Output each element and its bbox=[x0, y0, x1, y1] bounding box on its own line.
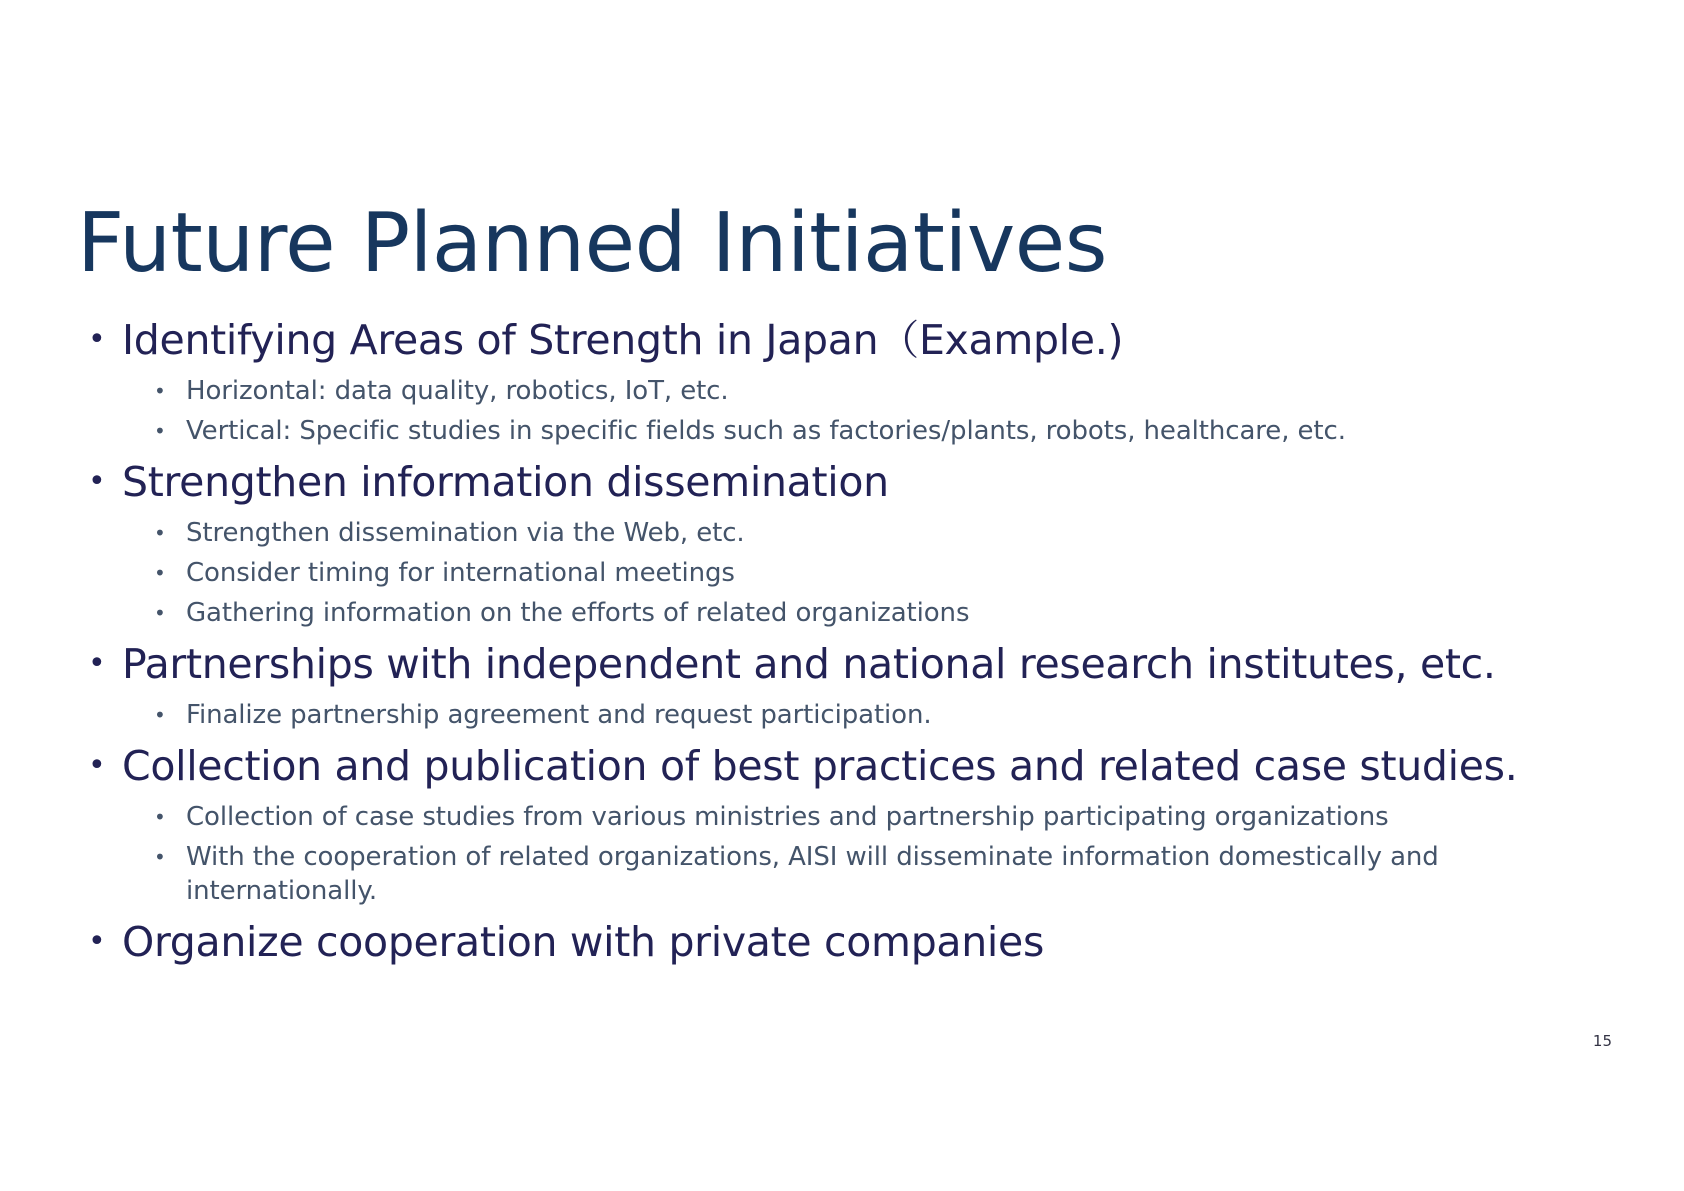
bullet-icon: • bbox=[154, 561, 166, 585]
sub-list-item-text: Horizontal: data quality, robotics, IoT, etc. bbox=[186, 376, 729, 406]
sub-list-item-text: Strengthen dissemination via the Web, etc. bbox=[186, 518, 745, 548]
sub-list-item bbox=[88, 556, 1588, 590]
list-item-label: Identifying Areas of Strength in Japan（Example.) bbox=[122, 316, 1124, 364]
sub-list-item-text: Finalize partnership agreement and request participation. bbox=[186, 700, 932, 730]
sub-list-item bbox=[88, 840, 1588, 908]
list-item bbox=[88, 738, 1588, 908]
list-item bbox=[88, 454, 1588, 630]
sub-list bbox=[88, 800, 1588, 908]
sub-list-item bbox=[88, 374, 1588, 408]
slide-title: Future Planned Initiatives bbox=[77, 196, 1107, 291]
sub-list-item-text: Consider timing for international meetings bbox=[186, 558, 735, 588]
list-item-heading bbox=[88, 914, 1588, 970]
sub-list-item-text: With the cooperation of related organizations, AISI will disseminate information domestically and internationally. bbox=[186, 842, 1439, 906]
sub-list-item-text: Vertical: Specific studies in specific fields such as factories/plants, robots, healthcare, etc. bbox=[186, 416, 1346, 446]
list-item-label: Organize cooperation with private companies bbox=[122, 918, 1045, 966]
list-item bbox=[88, 312, 1588, 448]
sub-list-item bbox=[88, 698, 1588, 732]
sub-list-item-text: Collection of case studies from various ministries and partnership participating organizations bbox=[186, 802, 1389, 832]
bullet-icon: • bbox=[154, 521, 166, 545]
list-item-heading bbox=[88, 454, 1588, 510]
page-number: 15 bbox=[1592, 1032, 1612, 1050]
bullet-icon: • bbox=[88, 322, 106, 357]
bullet-icon: • bbox=[88, 646, 106, 681]
sub-list-item bbox=[88, 800, 1588, 834]
bullet-icon: • bbox=[88, 464, 106, 499]
list-item-heading bbox=[88, 636, 1588, 692]
bullet-icon: • bbox=[154, 845, 166, 869]
bullet-icon: • bbox=[88, 924, 106, 959]
sub-list bbox=[88, 374, 1588, 448]
list-item-heading bbox=[88, 312, 1588, 368]
sub-list bbox=[88, 516, 1588, 630]
list-item bbox=[88, 914, 1588, 970]
sub-list-item-text: Gathering information on the efforts of related organizations bbox=[186, 598, 970, 628]
list-item bbox=[88, 636, 1588, 732]
bullet-icon: • bbox=[154, 805, 166, 829]
bullet-icon: • bbox=[154, 379, 166, 403]
list-item-label: Collection and publication of best practices and related case studies. bbox=[122, 742, 1518, 790]
sub-list bbox=[88, 698, 1588, 732]
bullet-list bbox=[88, 312, 1588, 970]
sub-list-item bbox=[88, 414, 1588, 448]
sub-list-item bbox=[88, 516, 1588, 550]
list-item-heading bbox=[88, 738, 1588, 794]
bullet-icon: • bbox=[154, 703, 166, 727]
sub-list-item bbox=[88, 596, 1588, 630]
bullet-icon: • bbox=[154, 419, 166, 443]
list-item-label: Strengthen information dissemination bbox=[122, 458, 889, 506]
bullet-icon: • bbox=[88, 748, 106, 783]
bullet-icon: • bbox=[154, 601, 166, 625]
list-item-label: Partnerships with independent and national research institutes, etc. bbox=[122, 640, 1496, 688]
